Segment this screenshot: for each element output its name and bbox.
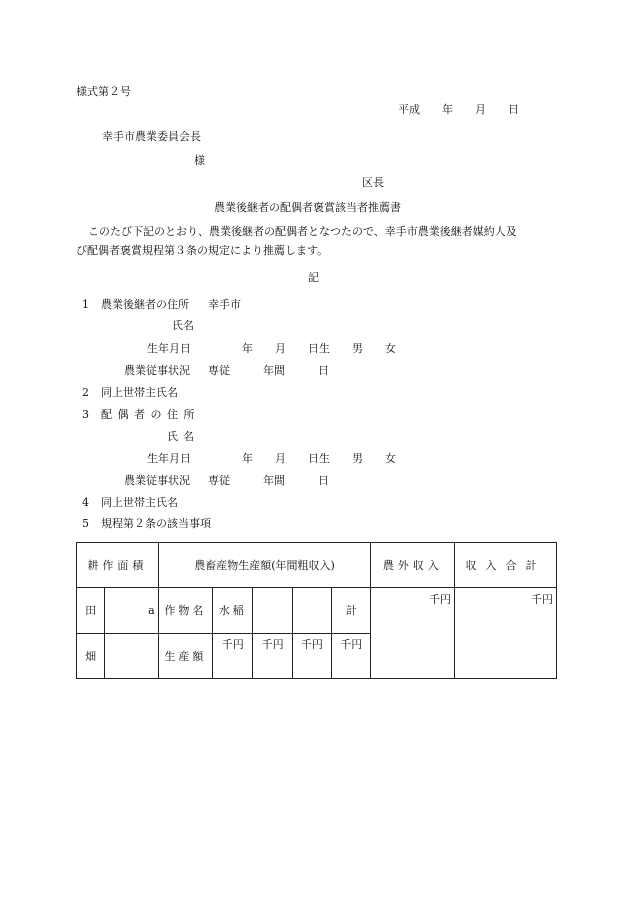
spouse-birth-label: 生年月日 xyxy=(147,452,191,465)
paddy-area-unit: a xyxy=(105,588,158,634)
production-unit-sum: 千円 xyxy=(332,634,371,679)
spouse-farming-label: 農業従事状況 xyxy=(124,474,190,487)
upland-area-blank xyxy=(105,634,158,679)
crop-name-label: 作物名 xyxy=(158,588,212,634)
spouse-address-label: 配偶者の住所 xyxy=(101,408,200,421)
date-line: 平成 年 月 日 xyxy=(398,103,519,116)
production-unit-1: 千円 xyxy=(213,634,253,679)
successor-address-value: 幸手市 xyxy=(208,298,241,311)
crop-sum-label: 計 xyxy=(332,588,371,634)
upland-label: 畑 xyxy=(77,634,105,679)
addressee: 幸手市農業委員会長 xyxy=(102,130,201,143)
spouse-birth-fields: 年 月 日生 男 女 xyxy=(242,452,396,465)
spouse-household-head-label: 同上世帯主氏名 xyxy=(101,496,178,509)
production-unit-2: 千円 xyxy=(253,634,292,679)
successor-name-label: 氏名 xyxy=(172,319,194,332)
ki-heading: 記 xyxy=(308,271,319,284)
successor-birth-fields: 年 月 日生 男 女 xyxy=(242,342,396,355)
header-cultivated-area: 耕作面積 xyxy=(77,543,159,588)
item-number-3: 3 xyxy=(82,408,89,421)
header-total-income: 収入合計 xyxy=(455,543,557,588)
off-farm-income-unit: 千円 xyxy=(371,588,455,679)
rules-item-label: 規程第２条の該当事項 xyxy=(101,517,211,530)
item-number-4: 4 xyxy=(82,496,89,509)
honorific-sama: 様 xyxy=(194,154,205,167)
body-text-line-1: このたび下記のとおり、農業後継者の配偶者となつたので、幸手市農業後継者媒約人及 xyxy=(88,225,517,238)
successor-birth-label: 生年月日 xyxy=(147,342,191,355)
successor-household-head-label: 同上世帯主氏名 xyxy=(101,386,178,399)
form-number: 様式第２号 xyxy=(76,85,131,98)
document-title: 農業後継者の配偶者褒賞該当者推薦書 xyxy=(214,201,401,214)
crop-rice: 水稲 xyxy=(213,588,253,634)
spouse-name-label: 氏名 xyxy=(167,430,199,443)
header-off-farm-income: 農外収入 xyxy=(371,543,455,588)
paddy-label: 田 xyxy=(77,588,105,634)
crop-name-blank-1 xyxy=(253,588,292,634)
production-value-label: 生産額 xyxy=(158,634,212,679)
ward-head-label: 区長 xyxy=(362,176,384,189)
item-number-1: 1 xyxy=(82,298,89,311)
spouse-farming-fields: 専従 年間 日 xyxy=(208,474,329,487)
production-unit-3: 千円 xyxy=(292,634,331,679)
successor-address-label: 農業後継者の住所 xyxy=(101,298,189,311)
successor-farming-label: 農業従事状況 xyxy=(124,364,190,377)
header-crop-production-value: 農畜産物生産額(年間粗収入) xyxy=(158,543,371,588)
successor-farming-fields: 専従 年間 日 xyxy=(208,364,329,377)
body-text-line-2: び配偶者褒賞規程第３条の規定により推薦します。 xyxy=(76,244,329,257)
income-table xyxy=(76,542,557,679)
total-income-unit: 千円 xyxy=(455,588,557,679)
item-number-2: 2 xyxy=(82,386,89,399)
crop-name-blank-2 xyxy=(292,588,331,634)
item-number-5: 5 xyxy=(82,517,89,530)
